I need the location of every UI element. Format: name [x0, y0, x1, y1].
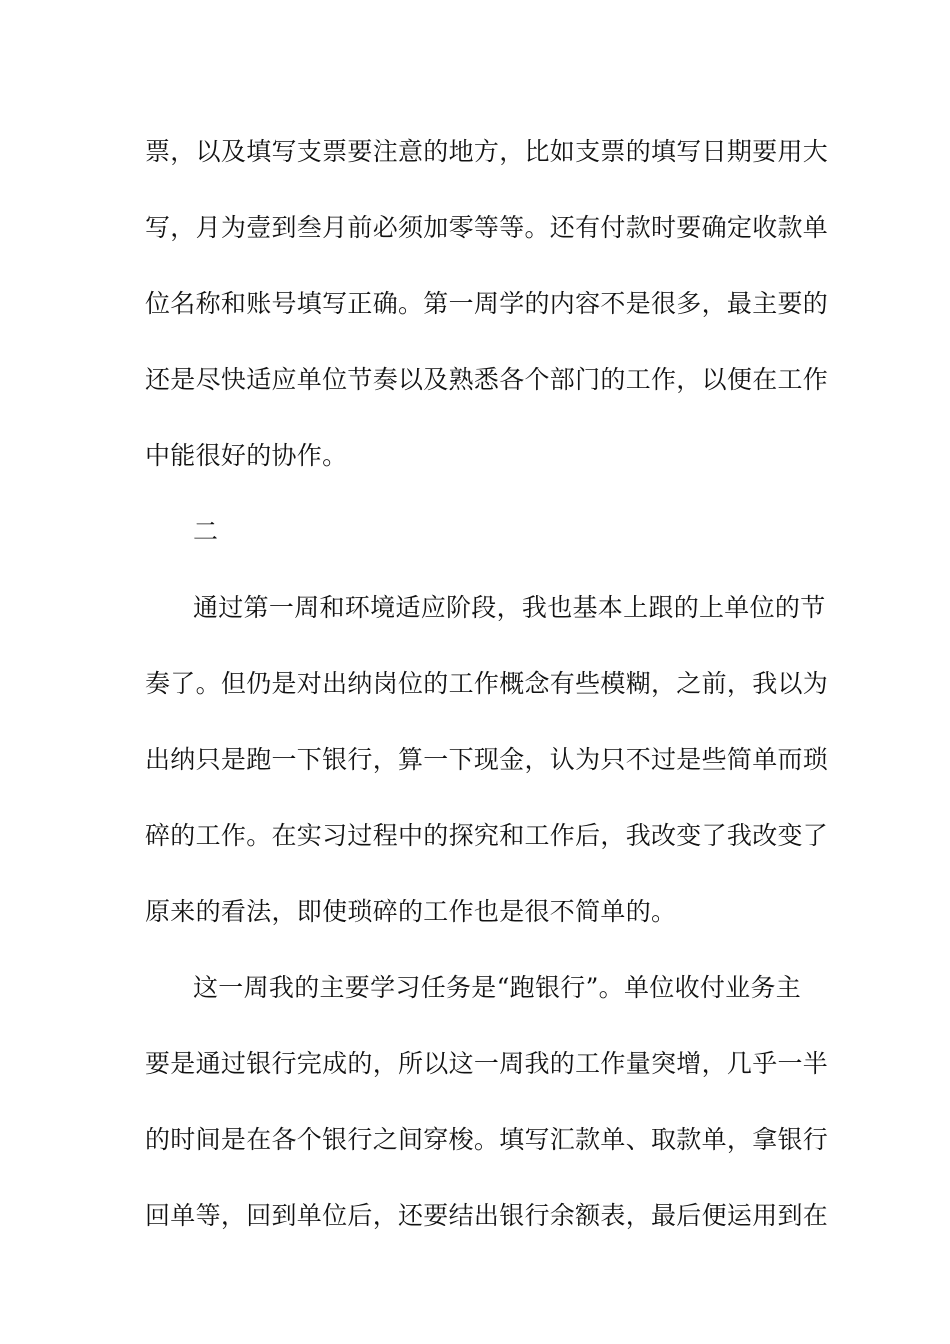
text-line: 票，以及填写支票要注意的地方，比如支票的填写日期要用大: [145, 137, 829, 166]
text-line: 位名称和账号填写正确。第一周学的内容不是很多，最主要的: [145, 289, 829, 318]
text-line: 原来的看法，即使琐碎的工作也是很不简单的。: [145, 897, 677, 926]
text-line: 碎的工作。在实习过程中的探究和工作后，我改变了我改变了: [145, 821, 829, 850]
text-line: 回单等，回到单位后，还要结出银行余额表，最后便运用到在: [145, 1201, 829, 1230]
paragraph-3: [145, 966, 829, 1270]
text-line: 奏了。但仍是对出纳岗位的工作概念有些模糊，之前，我以为: [145, 669, 829, 698]
text-line: 写，月为壹到叁月前必须加零等等。还有付款时要确定收款单: [145, 213, 829, 242]
paragraph-1: [145, 130, 829, 510]
section-heading: 二: [193, 517, 219, 546]
text-line: 通过第一周和环境适应阶段，我也基本上跟的上单位的节: [193, 593, 826, 622]
text-line: 这一周我的主要学习任务是“跑银行”。单位收付业务主: [193, 973, 802, 1002]
document-body: [145, 130, 829, 1270]
text-line: 还是尽快适应单位节奏以及熟悉各个部门的工作，以便在工作: [145, 365, 829, 394]
text-line: 的时间是在各个银行之间穿梭。填写汇款单、取款单，拿银行: [145, 1125, 829, 1154]
text-line: 中能很好的协作。: [145, 441, 348, 470]
text-line: 出纳只是跑一下银行，算一下现金，认为只不过是些简单而琐: [145, 745, 829, 774]
paragraph-2: [145, 586, 829, 966]
text-line: 要是通过银行完成的，所以这一周我的工作量突增，几乎一半: [145, 1049, 829, 1078]
